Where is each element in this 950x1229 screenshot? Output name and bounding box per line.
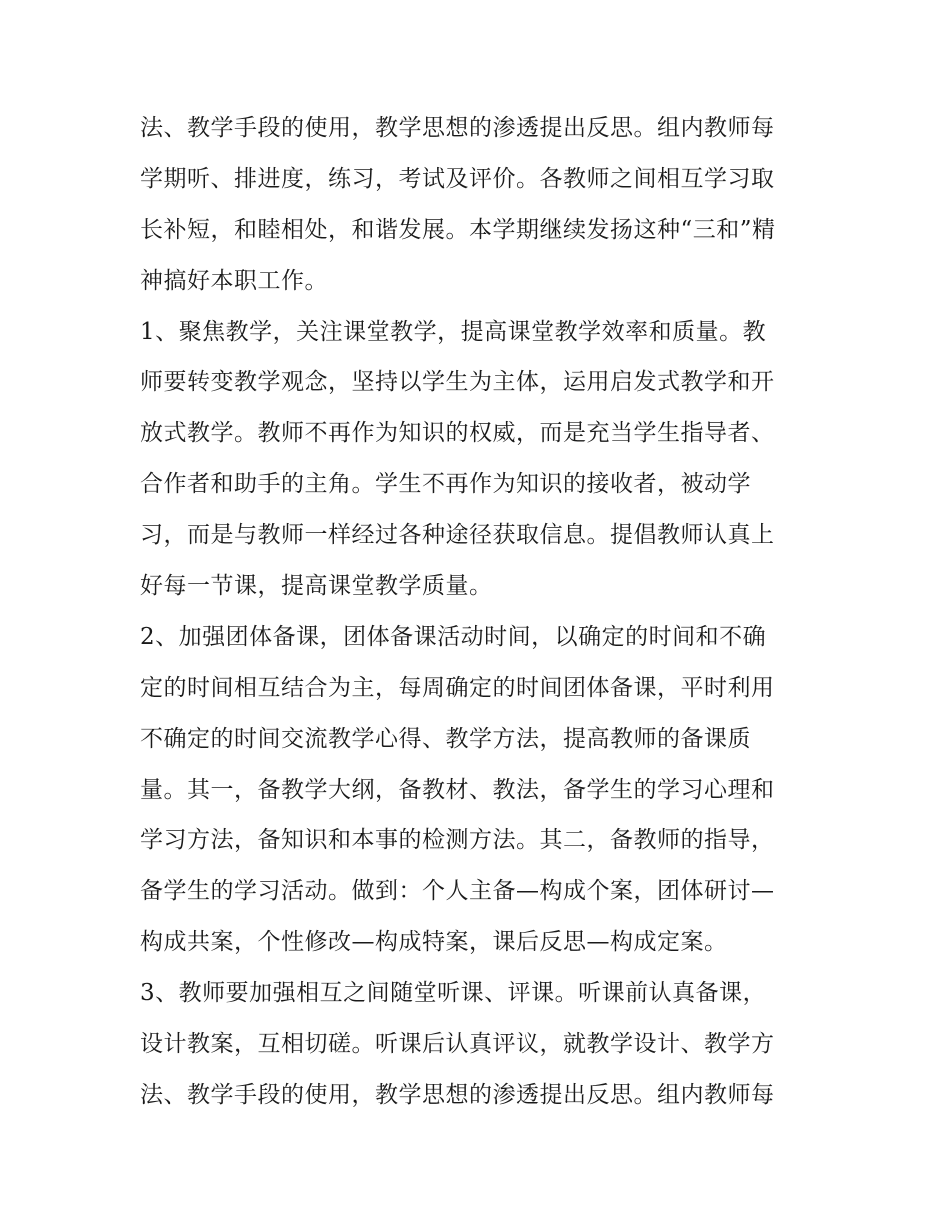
text-line: 学习方法，备知识和本事的检测方法。其二，备教师的指导， xyxy=(140,827,775,854)
text-line: 定的时间相互结合为主，每周确定的时间团体备课，平时利用 xyxy=(140,674,775,701)
text-line: 构成共案，个性修改—构成特案，课后反思—构成定案。 xyxy=(140,929,728,956)
text-line: 1、聚焦教学，关注课堂教学，提高课堂教学效率和质量。教 xyxy=(140,318,767,345)
text-line: 法、教学手段的使用，教学思想的渗透提出反思。组内教师每 xyxy=(140,115,775,141)
document-body xyxy=(140,103,820,1121)
text-line: 学期听、排进度，练习，考试及评价。各教师之间相互学习取 xyxy=(140,165,775,192)
text-line: 合作者和助手的主角。学生不再作为知识的接收者，被动学 xyxy=(140,471,751,498)
text-line: 习，而是与教师一样经过各种途径获取信息。提倡教师认真上 xyxy=(140,522,775,549)
text-line: 不确定的时间交流教学心得、教学方法，提高教师的备课质 xyxy=(140,725,751,752)
text-line: 备学生的学习活动。做到：个人主备—构成个案，团体研讨— xyxy=(140,878,775,905)
text-line: 神搞好本职工作。 xyxy=(140,267,328,294)
text-line: 量。其一，备教学大纲，备教材、教法，备学生的学习心理和 xyxy=(140,776,775,803)
text-line: 3、教师要加强相互之间随堂听课、评课。听课前认真备课， xyxy=(140,980,767,1007)
text-line: 好每一节课，提高课堂教学质量。 xyxy=(140,573,493,600)
text-line: 2、加强团体备课，团体备课活动时间，以确定的时间和不确 xyxy=(140,623,767,650)
text-line: 师要转变教学观念，坚持以学生为主体，运用启发式教学和开 xyxy=(140,369,775,396)
text-line: 长补短，和睦相处，和谐发展。本学期继续发扬这种“三和”精 xyxy=(140,216,776,243)
text-line: 法、教学手段的使用，教学思想的渗透提出反思。组内教师每 xyxy=(140,1081,775,1108)
text-line: 放式教学。教师不再作为知识的权威，而是充当学生指导者、 xyxy=(140,420,775,447)
text-line: 设计教案，互相切磋。听课后认真评议，就教学设计、教学方 xyxy=(140,1031,775,1058)
